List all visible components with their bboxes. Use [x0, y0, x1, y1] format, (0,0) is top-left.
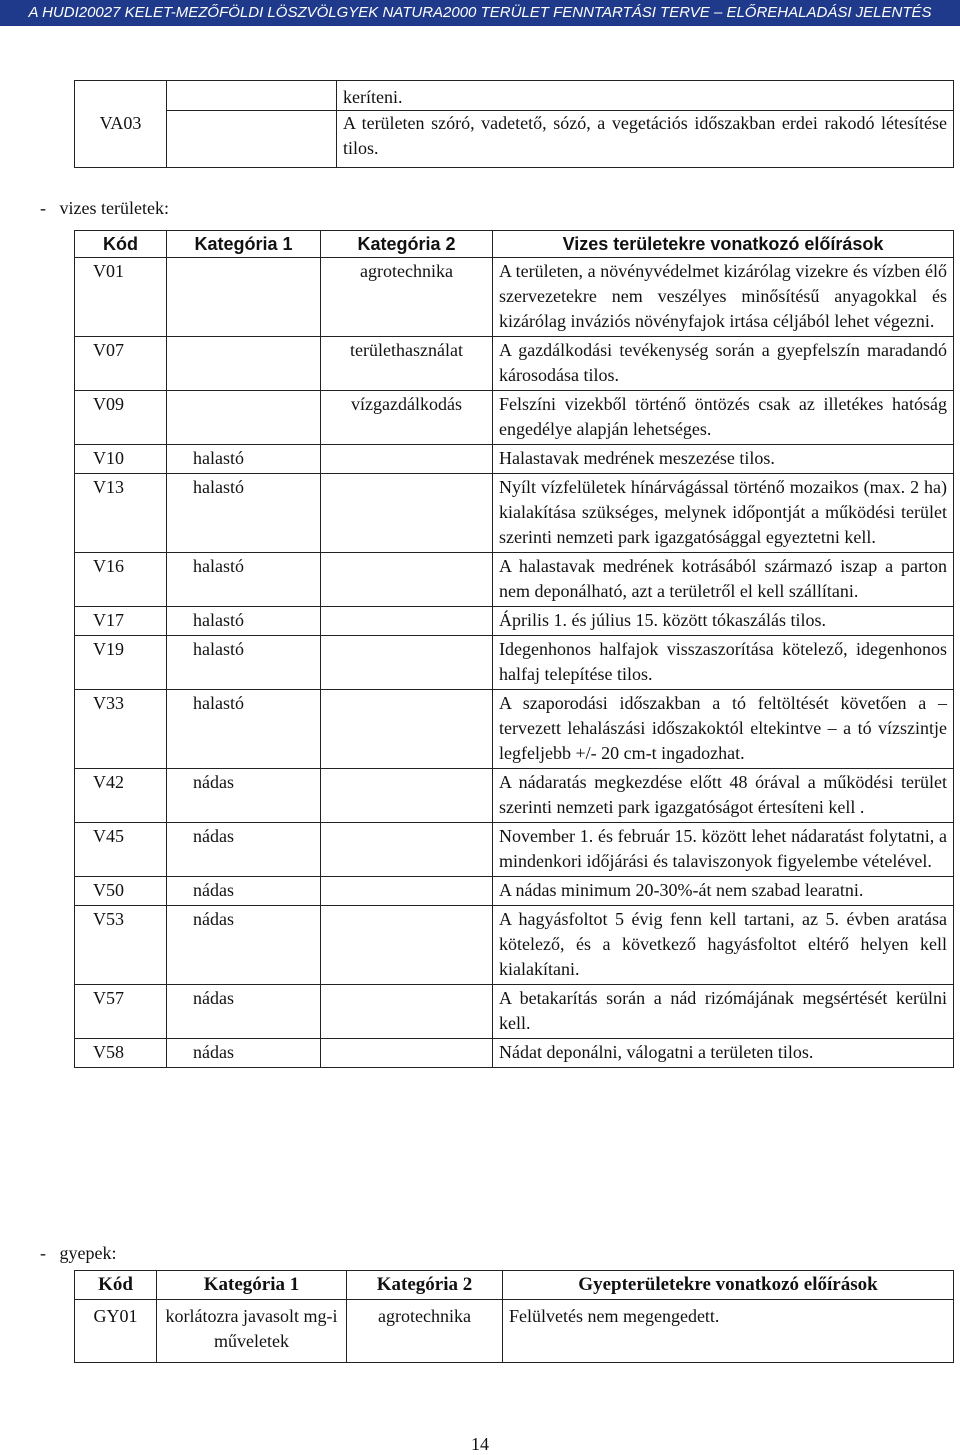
category-1-cell: korlátozra javasolt mg-i műveletek — [157, 1300, 347, 1363]
rule-cell: Felülvetés nem megengedett. — [503, 1300, 954, 1363]
rule-cell: A hagyásfoltot 5 évig fenn kell tartani, az 5. évben aratása kötelező, és a következő hagyásfoltot eltérő helyen kell kialakítani. — [493, 906, 954, 985]
table-row — [75, 690, 954, 769]
category-2-cell — [321, 769, 493, 823]
header-category-2: Kategória 2 — [347, 1271, 503, 1300]
code-cell: V42 — [75, 769, 167, 823]
category-1-cell — [167, 337, 321, 391]
table-row — [75, 258, 954, 337]
code-cell: VA03 — [75, 111, 167, 168]
section-label-wet: - vizes területek: — [40, 198, 169, 218]
category-2-cell — [321, 607, 493, 636]
code-cell: V07 — [75, 337, 167, 391]
table-header-row — [75, 1271, 954, 1300]
header-code: Kód — [75, 1271, 157, 1300]
category-cell — [167, 81, 337, 111]
category-1-cell: nádas — [167, 823, 321, 877]
rule-cell: A területen szóró, vadetető, sózó, a vegetációs időszakban erdei rakodó létesítése tilos. — [337, 111, 954, 168]
table-row — [75, 445, 954, 474]
rule-cell: Halastavak medrének meszezése tilos. — [493, 445, 954, 474]
header-category-2: Kategória 2 — [321, 231, 493, 258]
table-row — [75, 553, 954, 607]
code-cell — [75, 81, 167, 111]
wet-areas-table — [74, 230, 954, 1068]
category-2-cell: területhasználat — [321, 337, 493, 391]
page-number: 14 — [471, 1434, 489, 1454]
rule-cell: Nyílt vízfelületek hínárvágással történő mozaikos (max. 2 ha) kialakítása szükséges, melynek időpontját a működési terület szerinti nemzeti park igazgatósággal egyeztetni kell. — [493, 474, 954, 553]
table-row — [75, 111, 954, 168]
table-header-row — [75, 231, 954, 258]
document-header: A HUDI20027 KELET-MEZŐFÖLDI LÖSZVÖLGYEK NATURA2000 TERÜLET FENNTARTÁSI TERVE – ELŐREHALADÁSI JELENTÉS — [0, 0, 960, 26]
category-1-cell: halastó — [167, 636, 321, 690]
category-2-cell — [321, 690, 493, 769]
category-2-cell — [321, 906, 493, 985]
table-row — [75, 877, 954, 906]
category-2-cell — [321, 985, 493, 1039]
category-1-cell: halastó — [167, 445, 321, 474]
code-cell: GY01 — [75, 1300, 157, 1363]
category-1-cell: halastó — [167, 553, 321, 607]
rule-cell: November 1. és február 15. között lehet nádaratást folytatni, a mindenkori időjárási és talaviszonyok figyelembe vételével. — [493, 823, 954, 877]
rule-cell: A nádas minimum 20-30%-át nem szabad learatni. — [493, 877, 954, 906]
code-cell: V10 — [75, 445, 167, 474]
rule-cell: Április 1. és július 15. között tókaszálás tilos. — [493, 607, 954, 636]
table-row — [75, 823, 954, 877]
category-1-cell: nádas — [167, 906, 321, 985]
category-2-cell — [321, 474, 493, 553]
rule-cell: A területen, a növényvédelmet kizárólag vizekre és vízben élő szervezetekre nem veszélyes minősítésű anyagokkal és kizárólag inváziós növényfajok irtása céljából lehet végezni. — [493, 258, 954, 337]
category-2-cell — [321, 553, 493, 607]
category-cell — [167, 111, 337, 168]
code-cell: V50 — [75, 877, 167, 906]
category-2-cell: agrotechnika — [321, 258, 493, 337]
category-1-cell: halastó — [167, 474, 321, 553]
header-rules: Gyepterületekre vonatkozó előírások — [503, 1271, 954, 1300]
table-row — [75, 337, 954, 391]
code-cell: V53 — [75, 906, 167, 985]
category-1-cell: nádas — [167, 985, 321, 1039]
rule-cell: A gazdálkodási tevékenység során a gyepfelszín maradandó károsodása tilos. — [493, 337, 954, 391]
code-cell: V19 — [75, 636, 167, 690]
rule-cell: A nádaratás megkezdése előtt 48 órával a működési terület szerinti nemzeti park igazgatóságot értesíteni kell . — [493, 769, 954, 823]
table-row — [75, 636, 954, 690]
code-cell: V33 — [75, 690, 167, 769]
category-1-cell — [167, 258, 321, 337]
code-cell: V13 — [75, 474, 167, 553]
category-1-cell: nádas — [167, 877, 321, 906]
table-row — [75, 607, 954, 636]
category-2-cell — [321, 445, 493, 474]
continuation-table — [74, 80, 954, 168]
header-rules: Vizes területekre vonatkozó előírások — [493, 231, 954, 258]
table-row — [75, 391, 954, 445]
rule-cell: A betakarítás során a nád rizómájának megsértését kerülni kell. — [493, 985, 954, 1039]
category-2-cell — [321, 636, 493, 690]
table-row — [75, 769, 954, 823]
category-2-cell — [321, 877, 493, 906]
category-1-cell: halastó — [167, 690, 321, 769]
category-1-cell — [167, 391, 321, 445]
table-row — [75, 1039, 954, 1068]
header-category-1: Kategória 1 — [167, 231, 321, 258]
code-cell: V57 — [75, 985, 167, 1039]
category-1-cell: halastó — [167, 607, 321, 636]
table-row — [75, 1300, 954, 1363]
rule-cell: Felszíni vizekből történő öntözés csak az illetékes hatóság engedélye alapján lehetséges. — [493, 391, 954, 445]
code-cell: V16 — [75, 553, 167, 607]
rule-cell: Idegenhonos halfajok visszaszorítása kötelező, idegenhonos halfaj telepítése tilos. — [493, 636, 954, 690]
category-2-cell: agrotechnika — [347, 1300, 503, 1363]
category-1-cell: nádas — [167, 769, 321, 823]
table-row — [75, 474, 954, 553]
code-cell: V45 — [75, 823, 167, 877]
rule-cell: A szaporodási időszakban a tó feltöltését követően a – tervezett lehalászási időszakoktól eltekintve – a tó vízszintje legfeljebb +/- 20 cm-t ingadozhat. — [493, 690, 954, 769]
code-cell: V09 — [75, 391, 167, 445]
header-code: Kód — [75, 231, 167, 258]
category-2-cell — [321, 823, 493, 877]
category-2-cell: vízgazdálkodás — [321, 391, 493, 445]
rule-cell: Nádat deponálni, válogatni a területen tilos. — [493, 1039, 954, 1068]
table-row — [75, 985, 954, 1039]
grasslands-table — [74, 1270, 954, 1363]
rule-cell: keríteni. — [337, 81, 954, 111]
category-2-cell — [321, 1039, 493, 1068]
rule-cell: A halastavak medrének kotrásából származó iszap a parton nem deponálható, azt a területről el kell szállítani. — [493, 553, 954, 607]
category-1-cell: nádas — [167, 1039, 321, 1068]
code-cell: V58 — [75, 1039, 167, 1068]
section-label-grass: - gyepek: — [40, 1243, 117, 1263]
table-row — [75, 81, 954, 111]
table-row — [75, 906, 954, 985]
code-cell: V17 — [75, 607, 167, 636]
code-cell: V01 — [75, 258, 167, 337]
header-category-1: Kategória 1 — [157, 1271, 347, 1300]
